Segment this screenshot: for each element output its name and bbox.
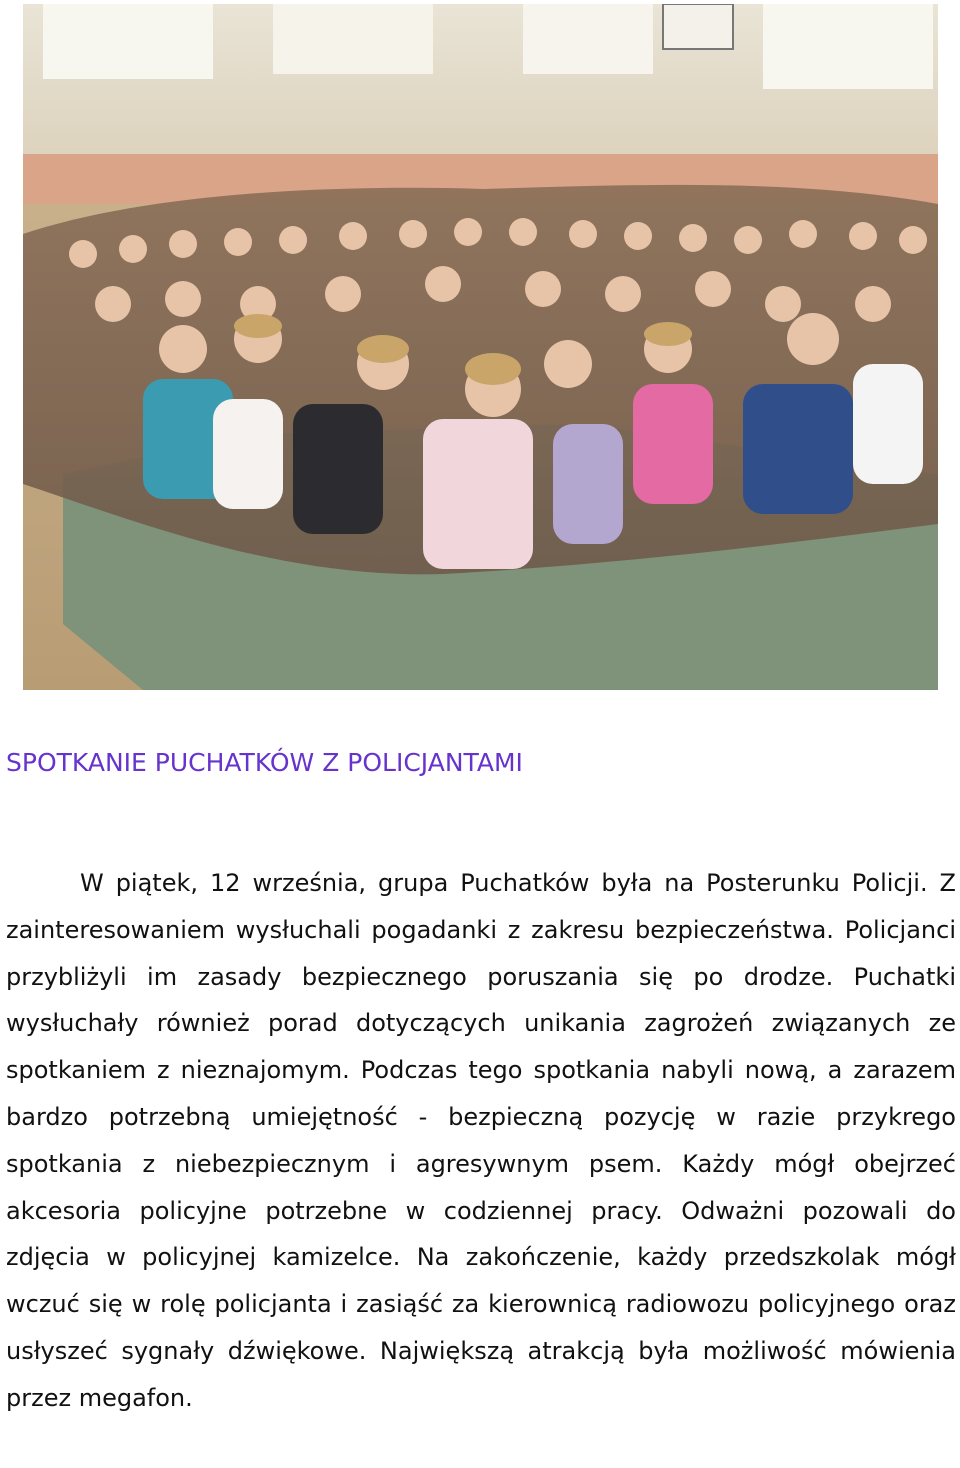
photo-illustration — [23, 4, 938, 690]
page-title: SPOTKANIE PUCHATKÓW Z POLICJANTAMI — [6, 748, 523, 777]
article-body: W piątek, 12 września, grupa Puchatków była na Posterunku Policji. Z zainteresowaniem wysłuchali pogadanki z zakresu bezpieczeństwa. Policjanci przybliżyli im zasady bezpiecznego poruszania się po drodze. Puchatki wysłuchały również porad dotyczących unikania zagrożeń związanych ze spotkaniem z nieznajomym. Podczas tego spotkania nabyli nową, a zarazem bardzo potrzebną umiejętność - bezpieczną pozycję w razie przykrego spotkania z niebezpiecznym i agresywnym psem. Każdy mógł obejrzeć akcesoria policyjne potrzebne w codziennej pracy. Odważni pozowali do zdjęcia w policyjnej kamizelce. Na zakończenie, każdy przedszkolak mógł wczuć się w rolę policjanta i zasiąść za kierownicą radiowozu policyjnego oraz usłyszeć sygnały dźwiękowe. Największą atrakcją była możliwość mówienia przez megafon. — [6, 869, 956, 1412]
photo-children-in-gym — [23, 4, 938, 690]
